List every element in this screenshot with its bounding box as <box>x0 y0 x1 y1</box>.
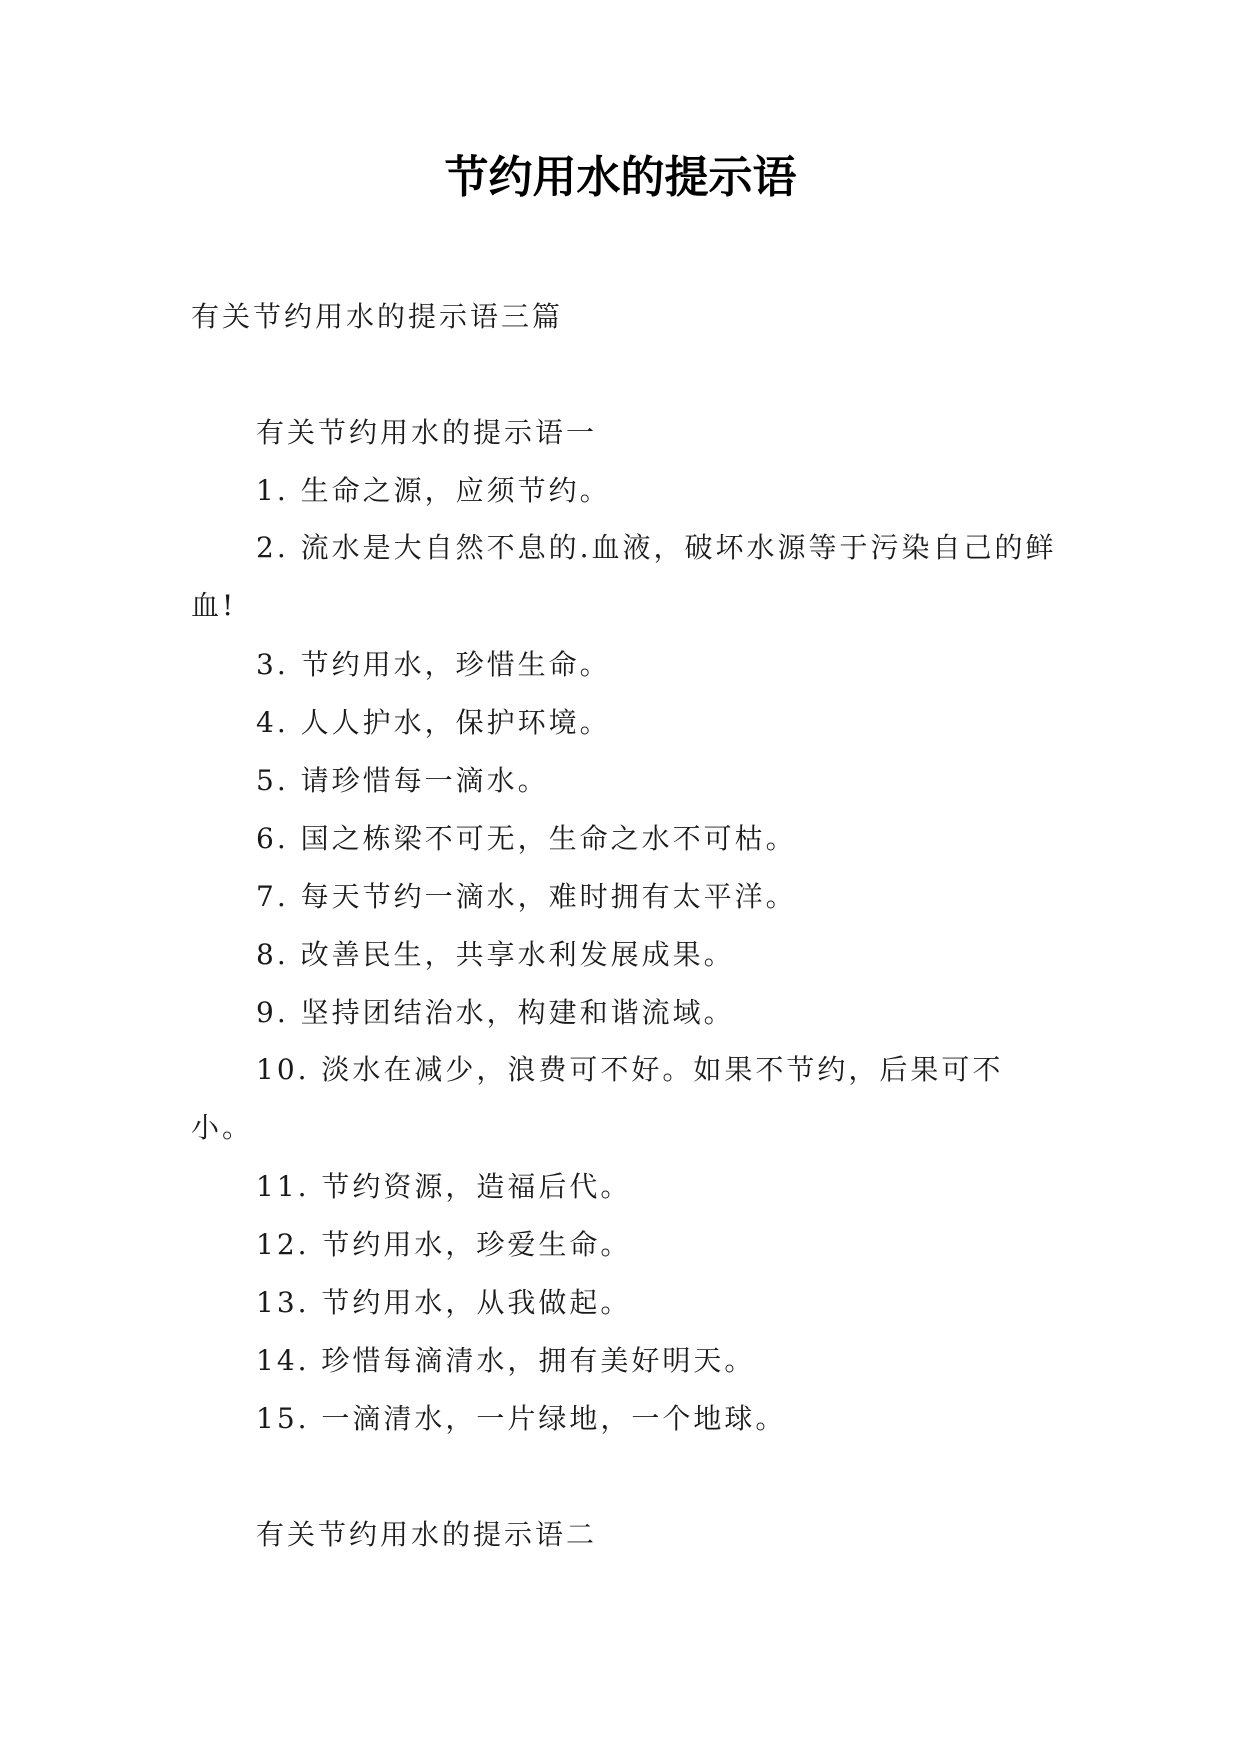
list-item: 14. 珍惜每滴清水，拥有美好明天。 <box>256 1344 756 1377</box>
list-item: 15. 一滴清水，一片绿地，一个地球。 <box>256 1402 787 1435</box>
list-item: 9. 坚持团结治水，构建和谐流域。 <box>256 996 735 1029</box>
list-item: 10. 淡水在减少，浪费可不好。如果不节约，后果可不小。 <box>191 1053 1004 1144</box>
list-item: 6. 国之栋梁不可无，生命之水不可枯。 <box>256 822 797 855</box>
list-item: 1. 生命之源，应须节约。 <box>256 474 611 507</box>
document-subtitle: 有关节约用水的提示语三篇 <box>191 300 564 333</box>
list-item: 2. 流水是大自然不息的.血液，破坏水源等于污染自己的鲜血! <box>191 531 1057 622</box>
list-item: 13. 节约用水，从我做起。 <box>256 1286 632 1319</box>
list-item: 3. 节约用水，珍惜生命。 <box>256 648 611 681</box>
list-item: 8. 改善民生，共享水利发展成果。 <box>256 938 735 971</box>
page-title: 节约用水的提示语 <box>444 152 797 203</box>
list-item: 12. 节约用水，珍爱生命。 <box>256 1228 632 1261</box>
list-item: 4. 人人护水，保护环境。 <box>256 706 611 739</box>
section-heading-two: 有关节约用水的提示语二 <box>256 1518 598 1551</box>
list-item: 7. 每天节约一滴水，难时拥有太平洋。 <box>256 880 797 913</box>
list-item: 11. 节约资源，造福后代。 <box>256 1170 632 1203</box>
section-heading-one: 有关节约用水的提示语一 <box>256 416 598 449</box>
list-item: 5. 请珍惜每一滴水。 <box>256 764 549 797</box>
